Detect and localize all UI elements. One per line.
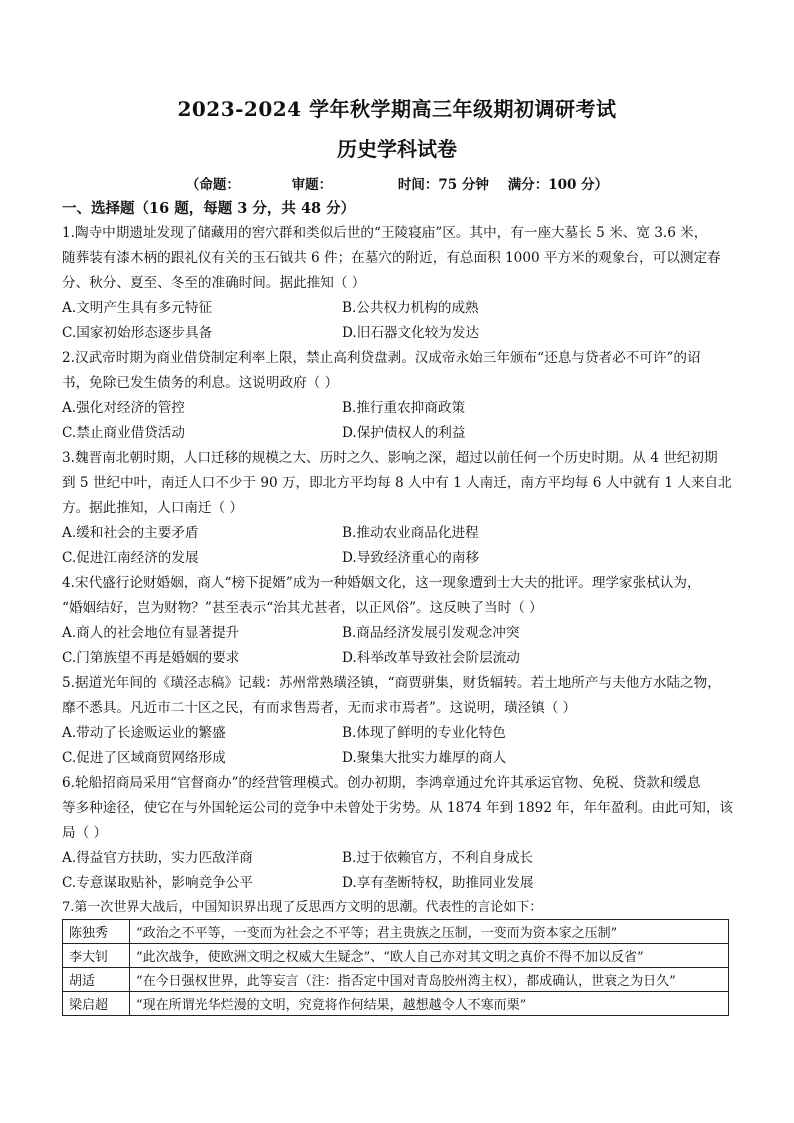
question-4-option-a: A.商人的社会地位有显著提升 <box>62 625 240 641</box>
question-4-option-c: C.门第族望不再是婚姻的要求 <box>62 650 240 666</box>
exam-meta: （命题： 审题： 时间：75 分钟 满分：100 分） <box>185 177 609 193</box>
question-6-line-2: 等多种途径，使它在与外国轮运公司的竞争中未曾处于劣势。从 1874 年到 1892 年，年年盈利。由此可知，该 <box>62 800 734 816</box>
table-row <box>63 944 729 968</box>
question-2-line-1: 2.汉武帝时期为商业借贷制定利率上限，禁止高利贷盘剥。汉成帝永始三年颁布“还息与贷者必不可许”的诏 <box>62 350 701 366</box>
question-3-option-c: C.促进江南经济的发展 <box>62 550 199 566</box>
question-5-line-2: 靡不悉具。凡近市二十区之民，有而求售焉者，无而求市焉者”。这说明，璜泾镇（ ） <box>62 700 577 716</box>
question-6-option-b: B.过于依赖官方，不利自身成长 <box>342 850 534 866</box>
question-6-line-3: 局（ ） <box>62 825 108 841</box>
question-3-line-3: 方。据此推知，人口南迁（ ） <box>62 500 244 516</box>
question-3-option-b: B.推动农业商品化进程 <box>342 525 479 541</box>
question-2-line-2: 书，免除已发生债务的利息。这说明政府（ ） <box>62 375 339 391</box>
question-1-line-3: 分、秋分、夏至、冬至的准确时间。据此推知（ ） <box>62 275 366 291</box>
question-2-option-c: C.禁止商业借贷活动 <box>62 425 185 441</box>
question-2-option-a: A.强化对经济的管控 <box>62 400 185 416</box>
quote-text: “此次战争，使欧洲文明之权威大生疑念”、“欧人自己亦对其文明之真价不得不加以反省” <box>130 944 729 968</box>
question-4-option-b: B.商品经济发展引发观念冲突 <box>342 625 520 641</box>
question-5-option-d: D.聚集大批实力雄厚的商人 <box>342 750 507 766</box>
quote-author: 胡适 <box>63 968 130 992</box>
question-3-option-d: D.导致经济重心的南移 <box>342 550 480 566</box>
question-7-line-1: 7.第一次世界大战后，中国知识界出现了反思西方文明的思潮。代表性的言论如下： <box>62 900 543 915</box>
question-1-option-c: C.国家初始形态逐步具备 <box>62 325 213 341</box>
question-3-line-1: 3.魏晋南北朝时期，人口迁移的规模之大、历时之久、影响之深，超过以前任何一个历史时期。从 4 世纪初期 <box>62 450 718 466</box>
exam-subtitle: 历史学科试卷 <box>337 137 457 161</box>
question-3-option-a: A.缓和社会的主要矛盾 <box>62 525 199 541</box>
question-6-option-a: A.得益官方扶助，实力匹敌洋商 <box>62 850 253 866</box>
section-heading: 一、选择题（16 题，每题 3 分，共 48 分） <box>62 200 356 217</box>
question-6-option-d: D.享有垄断特权，助推同业发展 <box>342 875 534 891</box>
question-4-line-2: “婚姻结好，岂为财物？”甚至表示“治其尤甚者，以正风俗”。这反映了当时（ ） <box>62 600 543 616</box>
table-row <box>63 920 729 944</box>
question-1-option-b: B.公共权力机构的成熟 <box>342 300 479 316</box>
question-5-option-b: B.体现了鲜明的专业化特色 <box>342 725 506 741</box>
question-1-line-1: 1.陶寺中期遗址发现了储藏用的窖穴群和类似后世的“王陵寝庙”区。其中，有一座大墓长 5 米、宽 3.6 米， <box>62 225 708 241</box>
question-6-option-c: C.专意谋取贴补，影响竞争公平 <box>62 875 253 891</box>
quote-text: “现在所谓光华烂漫的文明，究竟将作何结果，越想越令人不寒而栗” <box>130 992 729 1016</box>
question-2-option-b: B.推行重农抑商政策 <box>342 400 466 416</box>
question-5-option-c: C.促进了区域商贸网络形成 <box>62 750 226 766</box>
quote-table <box>62 919 729 1016</box>
question-4-option-d: D.科举改革导致社会阶层流动 <box>342 650 520 666</box>
table-row <box>63 992 729 1016</box>
quote-author: 陈独秀 <box>63 920 130 944</box>
question-1-line-2: 随葬装有漆木柄的跟礼仪有关的玉石钺共 6 件；在墓穴的附近，有总面积 1000 平方米的观象台，可以测定春 <box>62 250 721 266</box>
question-5-line-1: 5.据道光年间的《璜泾志稿》记载：苏州常熟璜泾镇，“商贾骈集，财货辐转。若土地所产与夫他方水陆之物， <box>62 675 721 691</box>
exam-title: 2023-2024 学年秋学期高三年级期初调研考试 <box>177 97 617 121</box>
question-1-option-d: D.旧石器文化较为发达 <box>342 325 480 341</box>
table-row <box>63 968 729 992</box>
question-3-line-2: 到 5 世纪中叶，南迁人口不少于 90 万，即北方平均每 8 人中有 1 人南迁，南方平均每 6 人中就有 1 人来自北 <box>62 475 732 491</box>
question-5-option-a: A.带动了长途贩运业的繁盛 <box>62 725 226 741</box>
question-6-line-1: 6.轮船招商局采用“官督商办”的经营管理模式。创办初期，李鸿章通过允许其承运官物、免税、贷款和缓息 <box>62 775 701 791</box>
quote-author: 梁启超 <box>63 992 130 1016</box>
question-1-option-a: A.文明产生具有多元特征 <box>62 300 213 316</box>
quote-text: “在今日强权世界，此等妄言（注：指否定中国对青岛胶州湾主权），都成确认，世衰之为日久” <box>130 968 729 992</box>
question-2-option-d: D.保护债权人的利益 <box>342 425 466 441</box>
quote-author: 李大钊 <box>63 944 130 968</box>
quote-text: “政治之不平等，一变而为社会之不平等；君主贵族之压制，一变而为资本家之压制” <box>130 920 729 944</box>
question-4-line-1: 4.宋代盛行论财婚姻，商人“榜下捉婿”成为一种婚姻文化，这一现象遭到士大夫的批评。理学家张栻认为， <box>62 575 701 591</box>
